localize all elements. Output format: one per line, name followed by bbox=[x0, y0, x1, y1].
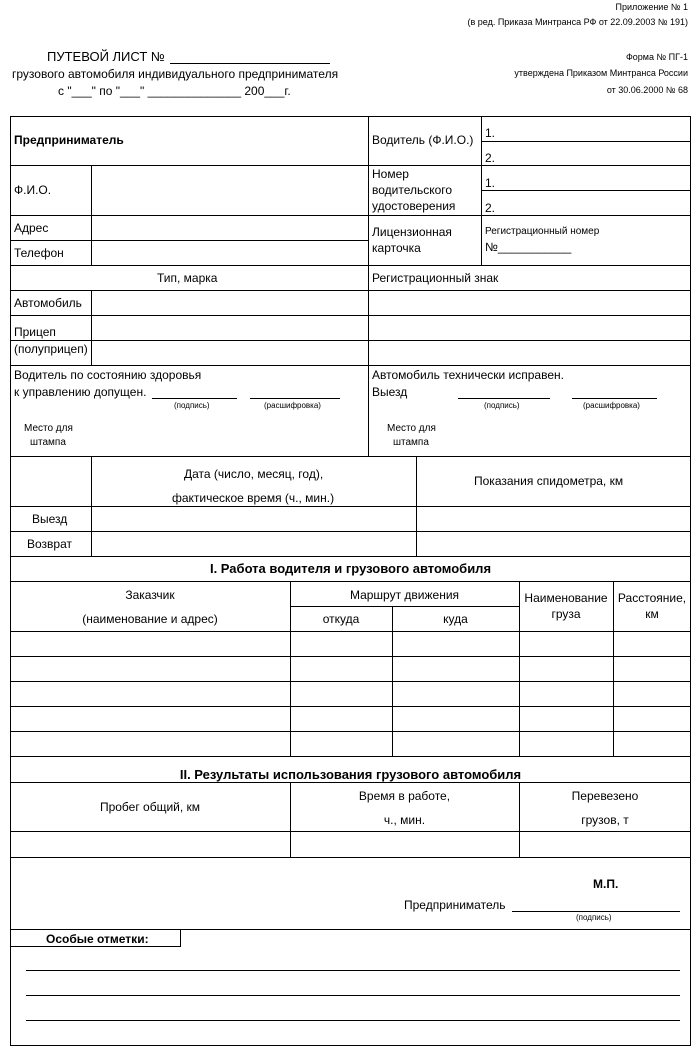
revision-label: (в ред. Приказа Минтранса РФ от 22.09.2003 № 191) bbox=[467, 17, 688, 27]
work-time-header-2: ч., мин. bbox=[383, 813, 426, 827]
reg-sign-label: Регистрационный знак bbox=[372, 271, 499, 285]
departure-label: Выезд bbox=[32, 512, 68, 526]
reg-number-field[interactable]: №___________ bbox=[485, 240, 572, 254]
appendix-label: Приложение № 1 bbox=[615, 2, 688, 12]
customer-header-2: (наименование и адрес) bbox=[82, 612, 218, 626]
license-label-3: удостоверения bbox=[372, 199, 456, 213]
notes-label: Особые отметки: bbox=[46, 932, 149, 946]
tech-label-2: Выезд bbox=[372, 385, 408, 399]
table-row[interactable] bbox=[11, 657, 691, 681]
departure-time-input[interactable] bbox=[92, 507, 416, 531]
return-time-input[interactable] bbox=[92, 532, 416, 556]
work-time-input[interactable] bbox=[291, 832, 519, 856]
table-row[interactable] bbox=[11, 632, 691, 656]
subtitle: грузового автомобиля индивидуального предпринимателя bbox=[12, 67, 339, 81]
tech-decryption-caption: (расшифровка) bbox=[583, 401, 640, 410]
section-2-title: II. Результаты использования грузового автомобиля bbox=[179, 767, 522, 782]
stamp-place-label-1: Место для bbox=[24, 423, 73, 434]
license-label-1: Номер bbox=[372, 167, 409, 181]
period-field[interactable]: с "___" по "___" ______________ 200___г. bbox=[58, 84, 291, 98]
health-decryption-caption: (расшифровка) bbox=[264, 401, 321, 410]
distance-header-2: км bbox=[645, 607, 659, 621]
customer-header-1: Заказчик bbox=[125, 588, 175, 602]
driver-2[interactable]: 2. bbox=[485, 151, 496, 165]
license-card-label-2: карточка bbox=[372, 241, 421, 255]
tech-decryption-line[interactable] bbox=[572, 398, 657, 399]
fio-label: Ф.И.О. bbox=[14, 183, 52, 197]
health-label-2: к управлению допущен. bbox=[14, 385, 147, 399]
phone-input[interactable] bbox=[92, 241, 368, 265]
approved-date: от 30.06.2000 № 68 bbox=[606, 85, 688, 95]
transported-input[interactable] bbox=[520, 832, 691, 856]
trailer-label-1: Прицеп bbox=[14, 325, 56, 339]
cargo-header-1: Наименование bbox=[524, 591, 608, 605]
route-header: Маршрут движения bbox=[349, 588, 460, 602]
table-row[interactable] bbox=[11, 682, 691, 706]
driver-label: Водитель (Ф.И.О.) bbox=[372, 133, 474, 147]
page-title: ПУТЕВОЙ ЛИСТ № bbox=[47, 49, 165, 64]
car-type-input[interactable] bbox=[92, 291, 368, 315]
notes-line[interactable] bbox=[26, 1020, 680, 1021]
transported-header-2: грузов, т bbox=[581, 813, 629, 827]
entrepreneur-label: Предприниматель bbox=[14, 133, 124, 147]
table-row[interactable] bbox=[11, 707, 691, 731]
section-1-title: I. Работа водителя и грузового автомобиля bbox=[209, 561, 492, 576]
form-number: Форма № ПГ-1 bbox=[625, 52, 688, 62]
table-row[interactable] bbox=[11, 732, 691, 756]
tech-label-1: Автомобиль технически исправен. bbox=[372, 368, 564, 382]
health-label-1: Водитель по состоянию здоровья bbox=[14, 368, 202, 382]
distance-header-1: Расстояние, bbox=[617, 591, 687, 605]
mileage-input[interactable] bbox=[11, 832, 290, 856]
speedometer-label: Показания спидометра, км bbox=[474, 474, 624, 488]
work-time-header-1: Время в работе, bbox=[358, 789, 451, 803]
tech-stamp-label-1: Место для bbox=[387, 423, 436, 434]
license-label-2: водительского bbox=[372, 183, 453, 197]
to-header: куда bbox=[443, 612, 468, 626]
from-header: откуда bbox=[322, 612, 360, 626]
trailer-label-2: (полуприцеп) bbox=[14, 342, 88, 356]
tech-signature-caption: (подпись) bbox=[484, 401, 520, 410]
stamp-label: М.П. bbox=[593, 877, 619, 891]
departure-speedometer-input[interactable] bbox=[417, 507, 691, 531]
date-label-1: Дата (число, месяц, год), bbox=[184, 467, 324, 481]
health-signature-line[interactable] bbox=[152, 398, 237, 399]
health-decryption-line[interactable] bbox=[250, 398, 340, 399]
approved-label: утверждена Приказом Минтранса России bbox=[514, 68, 688, 78]
tech-signature-line[interactable] bbox=[458, 398, 550, 399]
license-card-label-1: Лицензионная bbox=[372, 225, 452, 239]
footer-entrepreneur-label: Предприниматель bbox=[404, 898, 506, 912]
number-field[interactable] bbox=[170, 63, 330, 64]
car-label: Автомобиль bbox=[14, 296, 82, 310]
health-signature-caption: (подпись) bbox=[174, 401, 210, 410]
stamp-place-label-2: штампа bbox=[30, 437, 66, 448]
license-2[interactable]: 2. bbox=[485, 201, 496, 215]
fio-input[interactable] bbox=[92, 166, 368, 240]
footer-signature-line[interactable] bbox=[512, 911, 680, 912]
type-brand-label: Тип, марка bbox=[157, 271, 218, 285]
car-reg-input[interactable] bbox=[369, 291, 691, 315]
footer-signature-caption: (подпись) bbox=[576, 913, 612, 922]
address-label: Адрес bbox=[14, 221, 49, 235]
tech-stamp-label-2: штампа bbox=[393, 437, 429, 448]
notes-line[interactable] bbox=[26, 970, 680, 971]
notes-line[interactable] bbox=[26, 995, 680, 996]
cargo-header-2: груза bbox=[551, 607, 581, 621]
transported-header-1: Перевезено bbox=[571, 789, 639, 803]
reg-number-label: Регистрационный номер bbox=[485, 226, 600, 237]
driver-1[interactable]: 1. bbox=[485, 126, 496, 140]
phone-label: Телефон bbox=[14, 246, 64, 260]
mileage-header: Пробег общий, км bbox=[99, 800, 201, 814]
return-speedometer-input[interactable] bbox=[417, 532, 691, 556]
license-1[interactable]: 1. bbox=[485, 176, 496, 190]
date-label-2: фактическое время (ч., мин.) bbox=[172, 491, 335, 505]
return-label: Возврат bbox=[27, 537, 72, 551]
